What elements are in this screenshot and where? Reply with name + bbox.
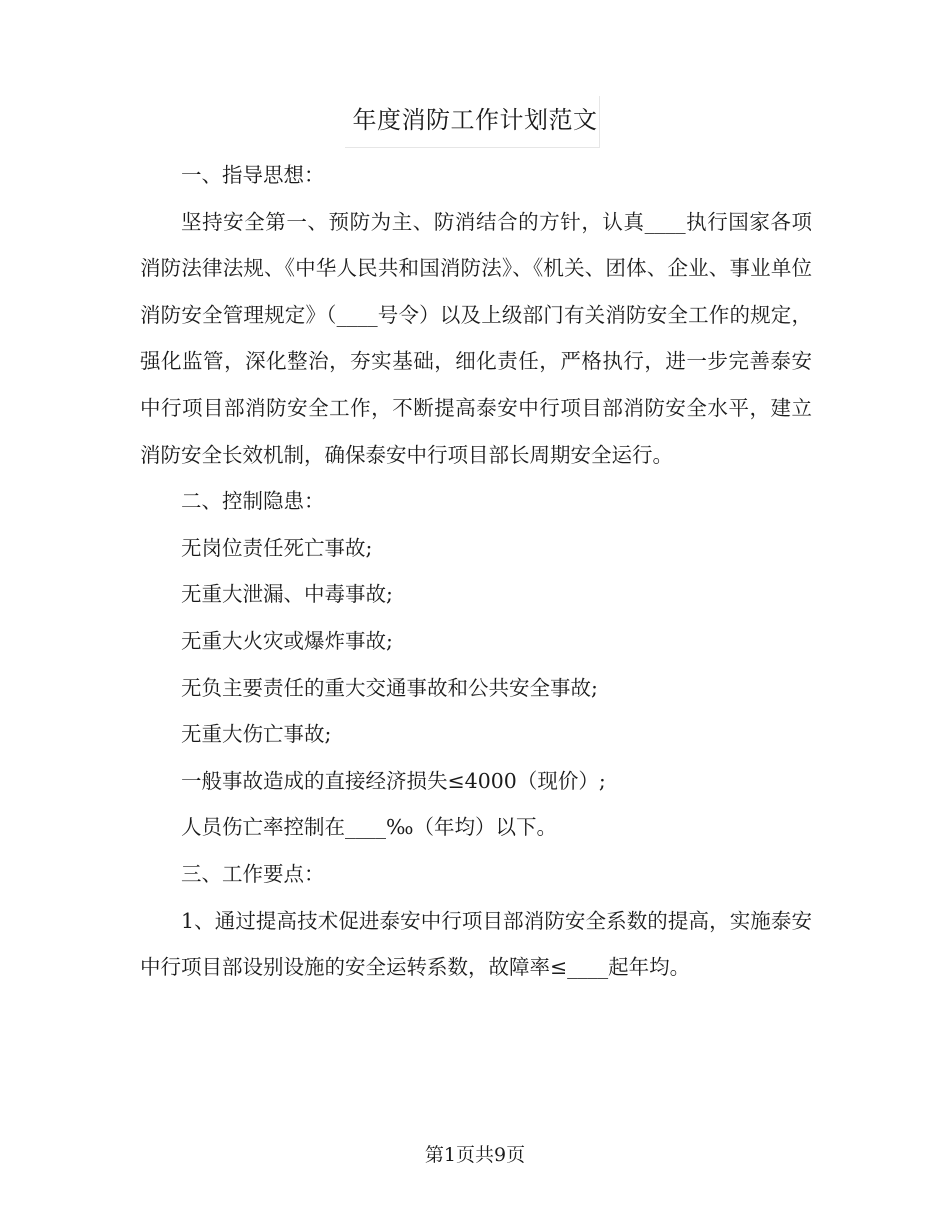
- list-item: 无重大伤亡事故;: [181, 722, 332, 747]
- list-item: 无重大火灾或爆炸事故;: [181, 628, 393, 653]
- document-title: 年度消防工作计划范文: [352, 106, 598, 134]
- body-paragraph-work-point-1: 1、通过提高技术促进泰安中行项目部消防安全系数的提高，实施泰安中行项目部设别设施的安全运转系数，故障率≤____起年均。: [140, 908, 812, 980]
- list-item: 一般事故造成的直接经济损失≤4000（现价）;: [181, 768, 606, 793]
- list-item: 无负主要责任的重大交通事故和公共安全事故;: [181, 675, 598, 700]
- section-heading-hazard-control: 二、控制隐患：: [181, 489, 325, 514]
- section-heading-work-points: 三、工作要点：: [181, 861, 325, 886]
- body-paragraph-guiding-ideology: 坚持安全第一、预防为主、防消结合的方针，认真____执行国家各项消防法律法规、《中华人民共和国消防法》、《机关、团体、企业、事业单位消防安全管理规定》（____号令）以及上级部门有关消防安全工作的规定，强化监管，深化整治，夯实基础，细化责任，严格执行，进一步完善泰安中行项目部消防安全工作，不断提高泰安中行项目部消防安全水平，建立消防安全长效机制，确保泰安中行项目部长周期安全运行。: [140, 209, 812, 467]
- document-body: [140, 152, 812, 991]
- list-item: 无重大泄漏、中毒事故;: [181, 582, 393, 607]
- list-item: 人员伤亡率控制在____‰（年均）以下。: [181, 815, 558, 840]
- section-heading-guiding-ideology: 一、指导思想：: [181, 163, 325, 187]
- list-item: 无岗位责任死亡事故;: [181, 535, 373, 560]
- page-number-footer: 第1页共9页: [424, 1144, 526, 1166]
